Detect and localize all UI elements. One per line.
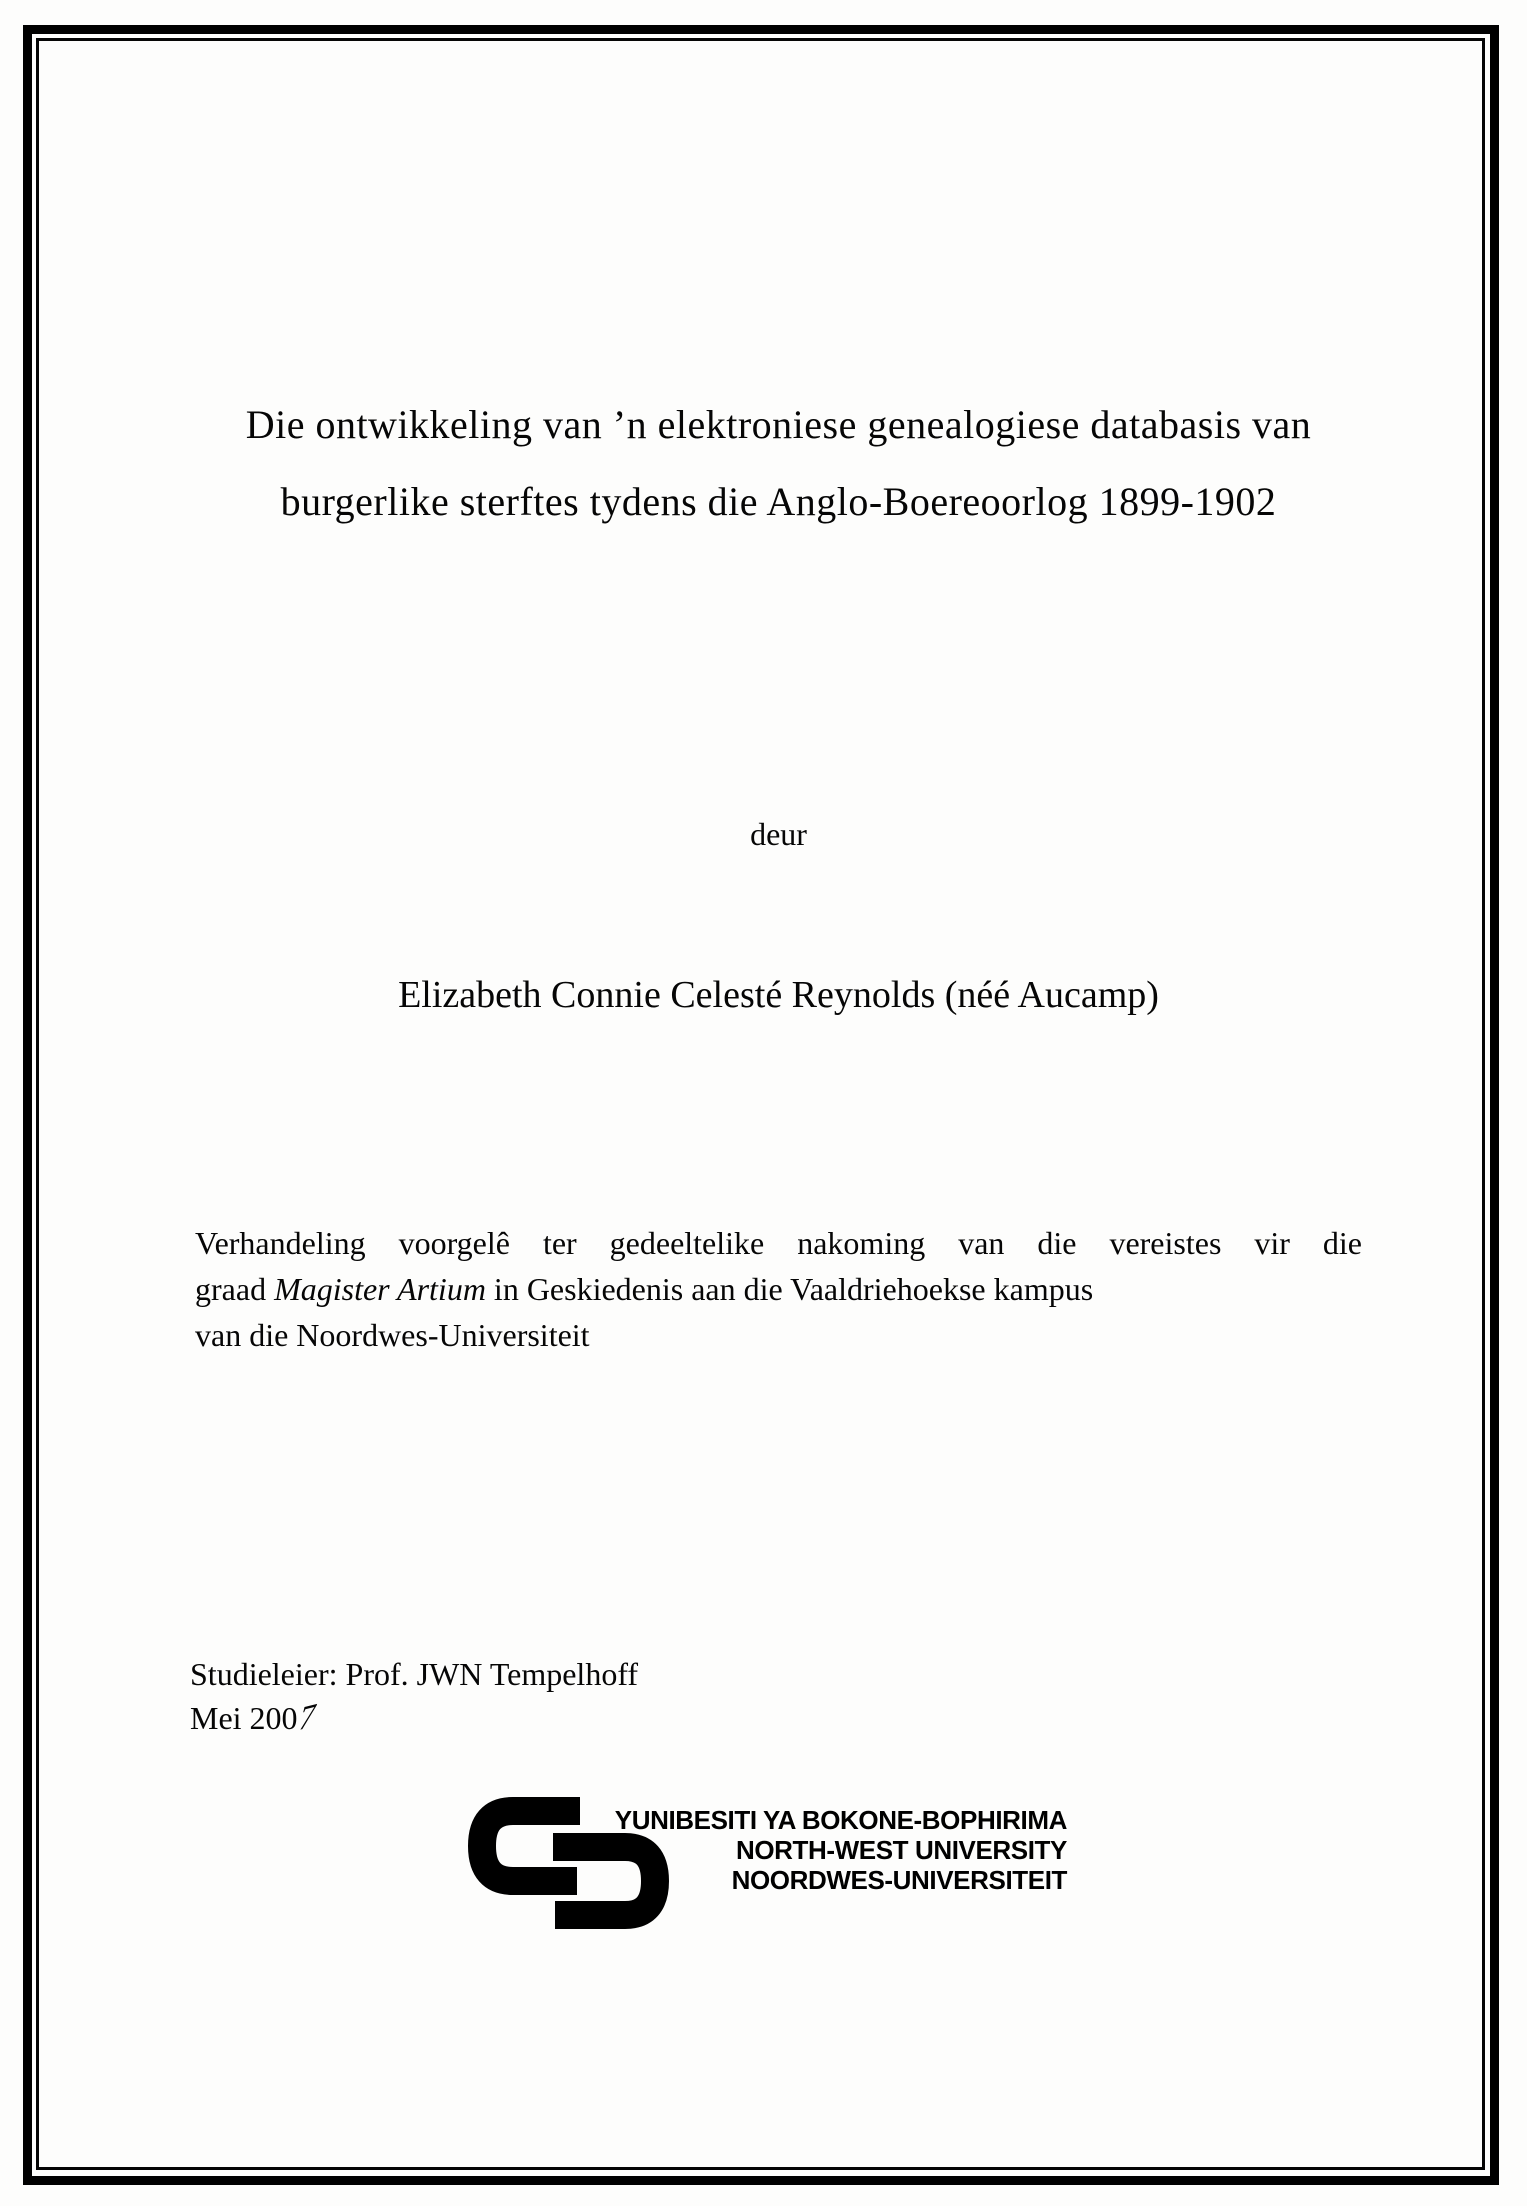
degree-statement-line-1: Verhandeling voorgelê ter gedeeltelike nakoming van die vereistes vir die	[195, 1225, 1362, 1261]
date-final-digit: 7	[294, 1694, 320, 1739]
logo-line-english: NORTH-WEST UNIVERSITY	[735, 1835, 1067, 1865]
degree-statement-line-3: van die Noordwes-Universiteit	[195, 1317, 590, 1353]
title-line-1: Die ontwikkeling van ’n elektroniese genealogiese databasis van	[245, 402, 1312, 447]
degree-name-italic: Magister Artium	[274, 1271, 486, 1307]
degree-statement-line2-prefix: graad	[195, 1271, 275, 1307]
logo-line-setswana: YUNIBESITI YA BOKONE-BOPHIRIMA	[614, 1805, 1067, 1835]
date-line	[190, 1696, 638, 1740]
title-line-2: burgerlike sterftes tydens die Anglo-Boereoorlog 1899-1902	[280, 479, 1277, 524]
logo-line-afrikaans: NOORDWES-UNIVERSITEIT	[731, 1865, 1067, 1895]
degree-statement	[195, 1220, 1362, 1358]
date-prefix: Mei 200	[190, 1700, 298, 1736]
supervisor-and-date	[190, 1652, 638, 1740]
supervisor-line: Studieleier: Prof. JWN Tempelhoff	[190, 1656, 639, 1692]
degree-statement-line-2	[195, 1266, 1362, 1312]
degree-statement-line2-suffix: in Geskiedenis aan die Vaaldriehoekse kampus	[485, 1271, 1094, 1307]
author-name: Elizabeth Connie Celesté Reynolds (néé Aucamp)	[398, 974, 1159, 1016]
university-logo-wordmark	[615, 1805, 1067, 1895]
byline: deur	[750, 816, 807, 852]
page-title	[195, 386, 1362, 540]
